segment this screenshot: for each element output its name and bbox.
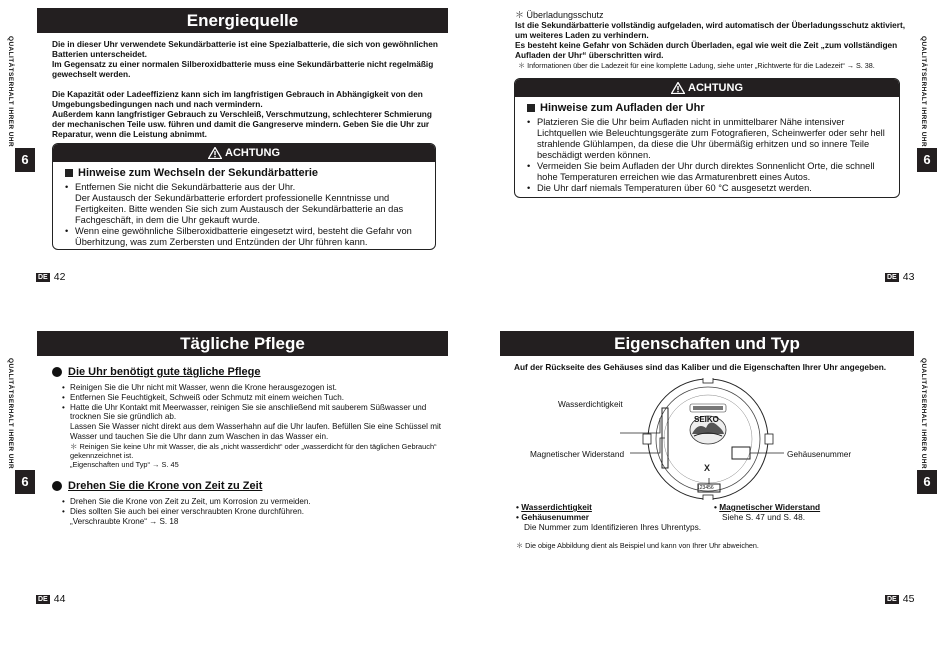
section-heading	[52, 480, 262, 492]
language-badge: DE	[887, 273, 897, 281]
cross-reference: „Eigenschaften und Typ“ → S. 45	[70, 459, 179, 469]
list-item	[62, 507, 442, 527]
warning-label: ACHTUNG	[225, 147, 280, 159]
warning-icon	[671, 82, 685, 94]
list-item	[62, 403, 442, 442]
list-item-desc: Die Nummer zum Identifizieren Ihres Uhrentyps.	[524, 522, 702, 532]
list-item: • Gehäusenummer	[516, 512, 589, 522]
warning-box	[514, 78, 900, 198]
language-badge: DE	[38, 595, 48, 603]
warning-label: ACHTUNG	[688, 82, 743, 94]
list-item-text: Entfernen Sie nicht die Sekundärbatterie aus der Uhr.	[75, 182, 296, 192]
warning-title-text: Hinweise zum Wechseln der Sekundärbatterie	[78, 167, 319, 179]
list-item: • Reinigen Sie die Uhr nicht mit Wasser, wenn die Krone herausgezogen ist.	[62, 383, 442, 393]
list-item-continuation: Lassen Sie Wasser nicht direkt aus dem Wasserhahn auf die Uhr laufen. Befüllen Sie eine Schüssel mit Wasser und tauchen Sie die Uhr dann zum Waschen in das Wasser ein.	[70, 422, 441, 441]
section-tab: 6	[917, 148, 937, 172]
cross-reference: „Verschraubte Krone“ → S. 18	[70, 516, 179, 526]
side-section-label: QUALITÄTSERHALT IHRER UHR	[7, 36, 14, 147]
page-footer	[36, 593, 65, 605]
list-item-text: Hatte die Uhr Kontakt mit Meerwasser, reinigen Sie sie anschließend mit sauberem Süßwasser und trocknen Sie sie gründlich ab.	[70, 402, 427, 422]
footnote: ＊ Die obige Abbildung dient als Beispiel und kann von Ihrer Uhr abweichen.	[516, 541, 759, 550]
language-badge: DE	[887, 595, 897, 603]
label-magnetic-resistance: Magnetischer Widerstand	[530, 449, 625, 459]
page-number: 44	[53, 593, 66, 605]
list-item-heading: Wasserdichtigkeit	[521, 502, 592, 512]
paragraph: Die Kapazität oder Ladeeffizienz kann sich im langfristigen Gebrauch in Abhängigkeit von den Umgebungsbedingungen nach und nach vermindern.	[52, 89, 423, 109]
warning-title	[65, 167, 435, 179]
square-icon	[527, 104, 535, 112]
list-item: • Die Uhr darf niemals Temperaturen über 60 °C ausgesetzt werden.	[537, 183, 891, 194]
warning-title	[527, 102, 899, 114]
list-item: • Wenn eine gewöhnliche Silberoxidbatterie eingesetzt wird, besteht die Gefahr von Überhitzung, was zum Zerbersten und Entzünden der Uhr führen kann.	[75, 226, 427, 248]
property-list-right	[714, 502, 904, 522]
section-heading-text: Die Uhr benötigt gute tägliche Pflege	[68, 366, 261, 378]
caseback-brand: SEIKO	[694, 415, 719, 424]
section-tab: 6	[917, 470, 937, 494]
svg-text:X: X	[704, 463, 711, 473]
list-item-continuation: Der Austausch der Sekundärbatterie erfordert professionelle Kenntnisse und Fertigkeiten. Bitte wenden Sie sich zum Austausch der Sekundärbatterie an das Fachgeschäft, in dem die Uhr gekauft wurde.	[75, 193, 404, 225]
property-list-left	[516, 502, 716, 532]
section-heading	[52, 366, 261, 378]
warning-title-text: Hinweise zum Aufladen der Uhr	[540, 102, 705, 114]
square-icon	[65, 169, 73, 177]
footnote: ＊ Informationen über die Ladezeit für eine komplette Ladung, siehe unter „Richtwerte für die Ladezeit“ → S. 38.	[518, 61, 875, 70]
language-badge: DE	[38, 273, 48, 281]
paragraph: Außerdem kann langfristiger Gebrauch zu Verschleiß, Verschmutzung, schlechterer Schmierung der mechanischen Teile usw. führen und damit die Gangreserve mindern. Geben Sie die Uhr zur Reparatur, wenn die Leistung abnimmt.	[52, 109, 432, 139]
list-item: • Magnetischer Widerstand	[714, 502, 821, 512]
side-section-label: QUALITÄTSERHALT IHRER UHR	[920, 358, 927, 469]
page-number: 45	[902, 593, 915, 605]
page-title: Energiequelle	[37, 8, 448, 33]
paragraph: Ist die Sekundärbatterie vollständig aufgeladen, wird automatisch der Überladungsschutz aktiviert, um weiteres Laden zu verhindern.	[515, 20, 906, 40]
page-footer	[885, 271, 914, 283]
side-section-label: QUALITÄTSERHALT IHRER UHR	[7, 358, 14, 469]
intro-text: Auf der Rückseite des Gehäuses sind das Kaliber und die Eigenschaften Ihrer Uhr angegeben.	[514, 362, 887, 372]
label-case-number: Gehäusenummer	[787, 449, 852, 459]
list-item-heading: Magnetischer Widerstand	[719, 502, 821, 512]
caseback-serial: 123456	[697, 485, 714, 491]
label-water-resistance: Wasserdichtigkeit	[558, 399, 623, 409]
list-item: • Platzieren Sie die Uhr beim Aufladen nicht in unmittelbarer Nähe intensiver Lichtquellen wie Beleuchtungsgeräte zum Fotografieren, Scheinwerfer oder sehr hell strahlende Glühlampen, da diese die Uhr übermäßig erhitzen und so innere Teile beschädigt werden können.	[537, 117, 891, 161]
paragraph: Es besteht keine Gefahr von Schäden durch Überladen, egal wie weit die Zeit „zum vollständigen Aufladen der Uhr“ überschritten wird.	[515, 40, 898, 60]
list-item-desc: Siehe S. 47 und S. 48.	[722, 512, 806, 522]
footnote: ＊ Reinigen Sie keine Uhr mit Wasser, die als „nicht wasserdicht“ oder „wasserdicht für den täglichen Gebrauch“ gekennzeichnet ist.	[70, 441, 437, 460]
list-item-heading: Gehäusenummer	[521, 512, 589, 522]
list-item: • Entfernen Sie Feuchtigkeit, Schweiß oder Schmutz mit einem weichen Tuch.	[62, 393, 442, 403]
bullet-dot-icon	[52, 481, 62, 491]
warning-header	[515, 79, 899, 97]
warning-header	[53, 144, 435, 162]
page-title: Eigenschaften und Typ	[500, 331, 914, 356]
warning-icon	[208, 147, 222, 159]
list-item: • Drehen Sie die Krone von Zeit zu Zeit, um Korrosion zu vermeiden.	[62, 497, 442, 507]
warning-box	[52, 143, 436, 250]
page-footer	[885, 593, 914, 605]
page-title: Tägliche Pflege	[37, 331, 448, 356]
paragraph: Im Gegensatz zu einer normalen Silberoxidbatterie muss eine Sekundärbatterie nicht regelmäßig gewechselt werden.	[52, 59, 434, 79]
section-heading-text: Drehen Sie die Krone von Zeit zu Zeit	[68, 480, 263, 492]
side-section-label: QUALITÄTSERHALT IHRER UHR	[920, 36, 927, 147]
section-tab: 6	[15, 148, 35, 172]
list-item: • Vermeiden Sie beim Aufladen der Uhr durch direktes Sonnenlicht Orte, die schnell hohe Temperaturen erreichen wie das Armaturenbrett eines Autos.	[537, 161, 891, 183]
page-footer	[36, 271, 65, 283]
caseback-illustration	[520, 378, 910, 500]
section-tab: 6	[15, 470, 35, 494]
list-item: • Wasserdichtigkeit	[516, 502, 592, 512]
page-number: 42	[53, 271, 66, 283]
overcharge-heading: ＊ Überladungsschutz	[515, 10, 604, 20]
list-item-text: Dies sollten Sie auch bei einer verschraubten Krone durchführen.	[70, 506, 304, 516]
bullet-dot-icon	[52, 367, 62, 377]
list-item	[75, 182, 427, 226]
page-number: 43	[902, 271, 915, 283]
paragraph: Die in dieser Uhr verwendete Sekundärbatterie ist eine Spezialbatterie, die sich von gewöhnlichen Batterien unterscheidet.	[52, 39, 438, 59]
